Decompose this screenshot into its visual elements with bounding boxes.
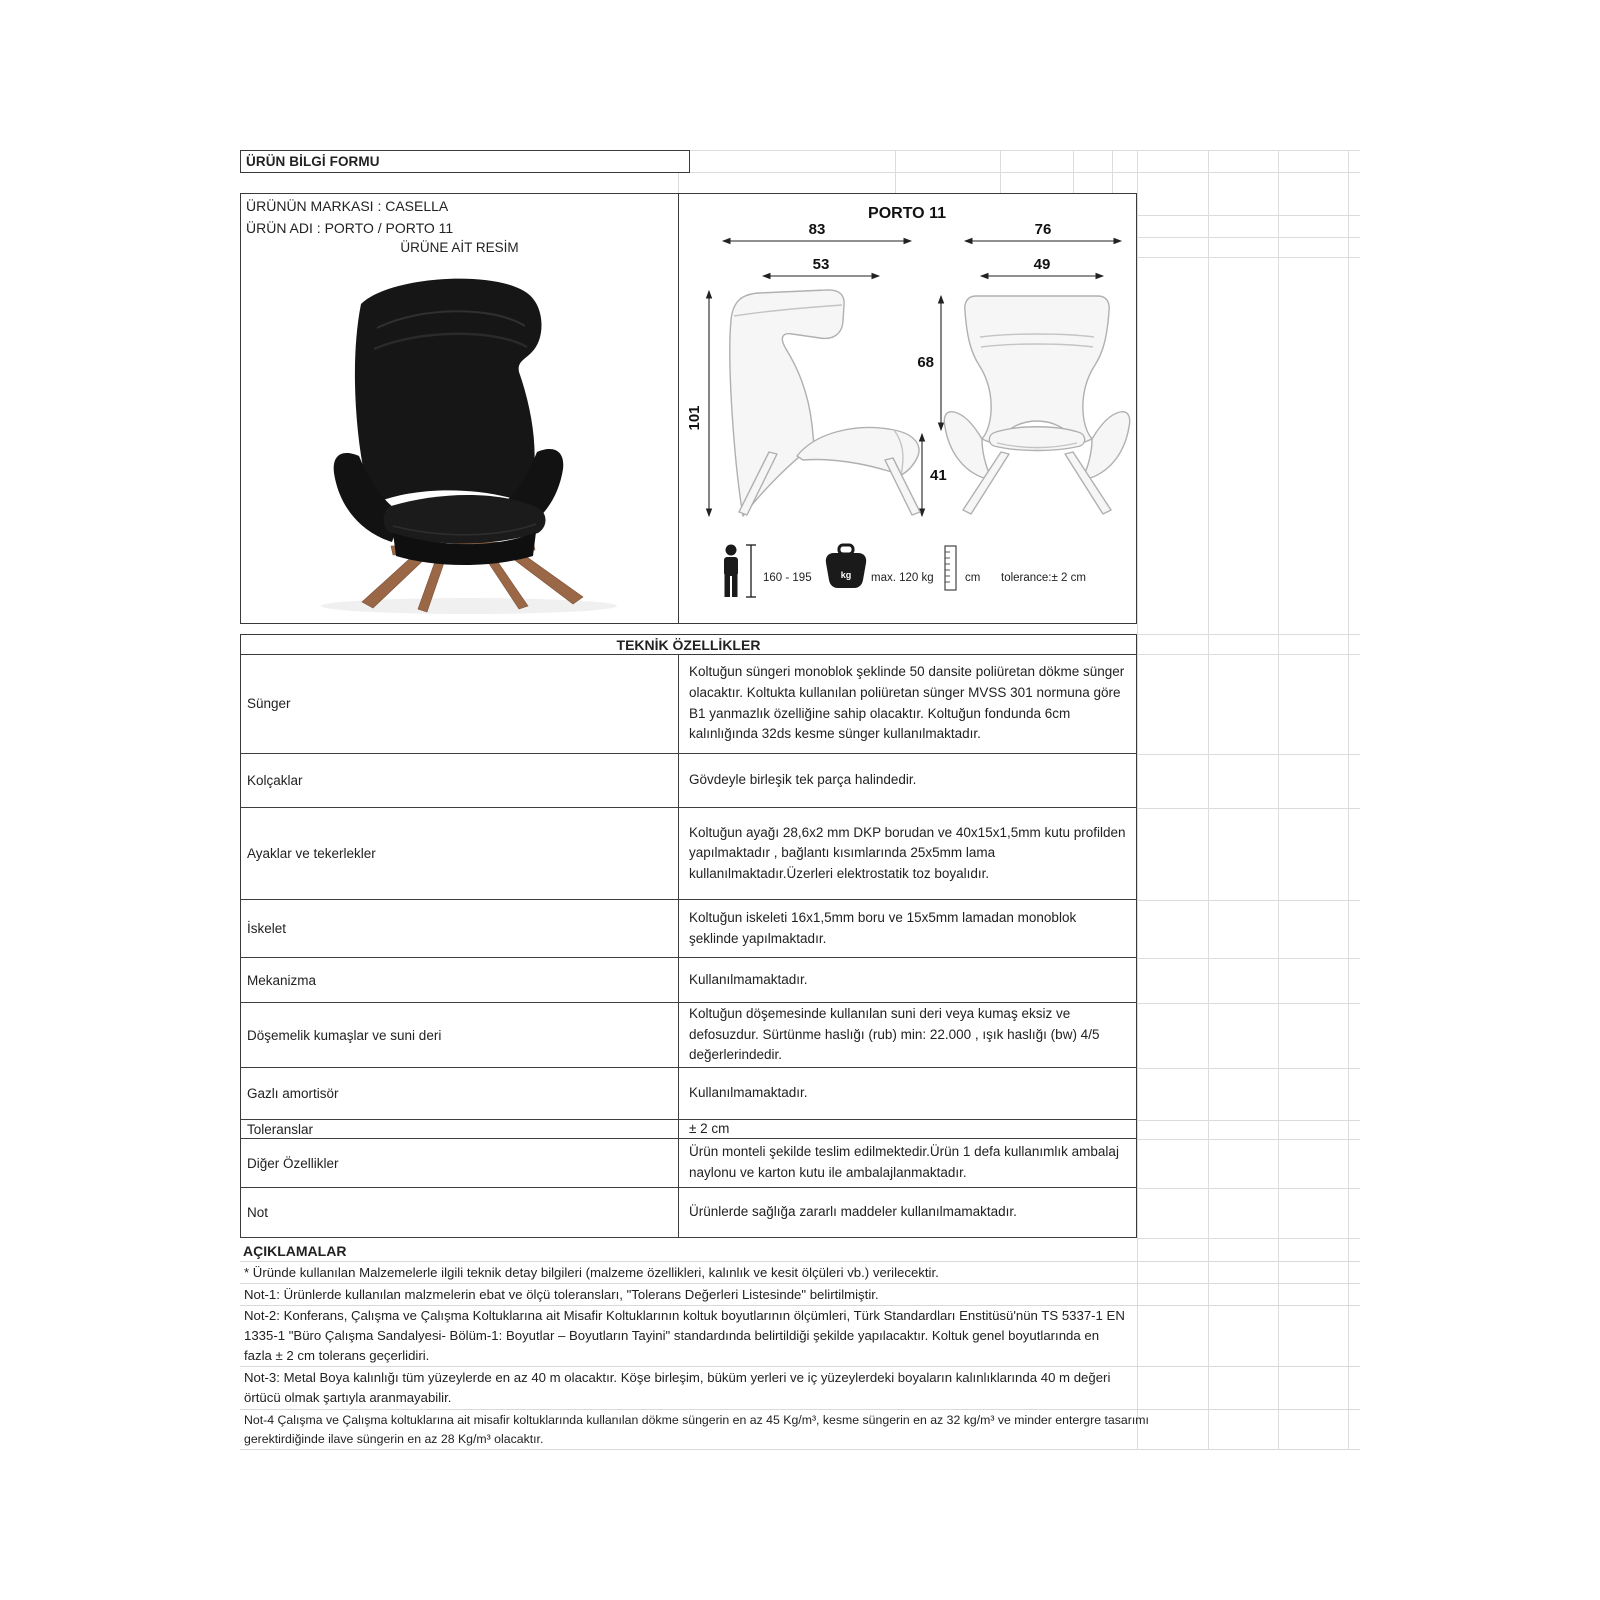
- spec-label: Mekanizma: [241, 958, 679, 1002]
- gridline: [1137, 1188, 1360, 1189]
- spec-value: Kullanılmamaktadır.: [689, 971, 808, 987]
- spec-label: İskelet: [241, 900, 679, 957]
- spec-value: ± 2 cm: [689, 1120, 730, 1136]
- dim-total-height: 101: [686, 405, 703, 431]
- weight-kg-label: kg: [840, 570, 852, 580]
- gridline: [1137, 808, 1360, 809]
- technical-drawing-cell: [678, 193, 1137, 624]
- dim-front-seat-width: 49: [1033, 256, 1051, 273]
- note-item: Not-3: Metal Boya kalınlığı tüm yüzeylerde en az 40 m olacaktır. Köşe birleşim, büküm yerleri ve iç yüzeylerdeki boyaların kalınlıklarında 40 m değeri örtücü olmak şartıyla aranmayabilir.: [244, 1370, 1111, 1405]
- gridline: [1137, 1003, 1360, 1004]
- list-item: [240, 1262, 1360, 1284]
- notes-header: AÇIKLAMALAR: [243, 1242, 347, 1259]
- max-weight-label: max. 120 kg: [871, 572, 934, 584]
- brand-label: ÜRÜNÜN MARKASI : CASELLA: [246, 197, 449, 214]
- spec-value: Koltuğun ayağı 28,6x2 mm DKP borudan ve 40x15x1,5mm kutu profilden yapılmaktadır , bağlantı kısımlarında 25x5mm lama kullanılmaktadır.Üzerleri elektrostatik toz boyalıdır.: [689, 824, 1126, 881]
- technical-drawing: [679, 194, 1136, 623]
- spec-label: Diğer Özellikler: [241, 1139, 679, 1187]
- height-measure-line: [746, 545, 756, 597]
- spec-value: Gövdeyle birleşik tek parça halindedir.: [689, 772, 917, 788]
- note-item: Not-2: Konferans, Çalışma ve Çalışma Koltuklarına ait Misafir Koltuklarının koltuk boyutlarının ölçümleri, Türk Standardları Enstitüsü'nün TS 5337-1 EN 1335-1 "Büro Çalışma Sandalyesi- Bölüm-1: Boyutlar – Boyutların Tayini" standardında belirtildiği şekilde yapılacaktır. Koltuk genel boyutlarında en fazla ± 2 cm tolerans geçerlidiri.: [244, 1308, 1125, 1363]
- gridline: [1137, 237, 1360, 238]
- gridline: [1137, 634, 1360, 635]
- dim-back-height: 68: [917, 354, 934, 371]
- table-row: [241, 1139, 1136, 1188]
- form-title-cell: [240, 150, 690, 173]
- list-item: [240, 1306, 1360, 1367]
- table-row: [241, 754, 1136, 808]
- gridline: [1137, 654, 1360, 655]
- notes-header-row: [240, 1240, 1360, 1262]
- list-item: [240, 1410, 1360, 1450]
- list-item: [240, 1367, 1360, 1410]
- drawing-title: PORTO 11: [868, 205, 946, 222]
- product-name-cell: [240, 217, 679, 239]
- dim-front-outer-width: 76: [1034, 221, 1052, 238]
- gridline: [1137, 1068, 1360, 1069]
- spec-label: Ayaklar ve tekerlekler: [241, 808, 679, 899]
- person-icon: [724, 545, 738, 598]
- spec-value: Koltuğun döşemesinde kullanılan suni deri veya kumaş eksiz ve defosuzdur. Sürtünme haslığı (rub) min: 22.000 , ışık haslığı (bw) 4/5 değerlerindedir.: [689, 1006, 1100, 1063]
- tolerance-label: tolerance:± 2 cm: [1001, 572, 1086, 584]
- table-row: [241, 1068, 1136, 1120]
- table-row: [241, 1003, 1136, 1068]
- gridline: [1137, 1139, 1360, 1140]
- spec-value: Koltuğun iskeleti 16x1,5mm boru ve 15x5mm lamadan monoblok şeklinde yapılmaktadır.: [689, 909, 1077, 946]
- brand-cell: [240, 193, 679, 218]
- note-item: Not-4 Çalışma ve Çalışma koltuklarına ait misafir koltuklarında kullanılan dökme süngerin en az 45 Kg/m³, kesme süngerin en az 32 kg/m³ ve minder entergre tasarımı gerektirdiğinde ilave süngerin en az 28 Kg/m³ olacaktır.: [244, 1412, 1149, 1446]
- dim-side-seat-width: 53: [812, 256, 830, 273]
- spec-label: Sünger: [241, 654, 679, 753]
- gridline: [1137, 958, 1360, 959]
- list-item: [240, 1284, 1360, 1306]
- note-item: * Üründe kullanılan Malzemelerle ilgili teknik detay bilgileri (malzeme özellikleri, kalınlık ve kesit ölçüleri vb.) verilecektir.: [244, 1264, 939, 1280]
- product-photo-cell: [240, 256, 679, 624]
- chair-body: [334, 279, 564, 565]
- product-photo: [241, 256, 678, 622]
- table-row: [241, 958, 1136, 1003]
- person-height-range: 160 - 195: [763, 572, 812, 584]
- image-section-header: [240, 238, 679, 257]
- gridline: [1137, 1120, 1360, 1121]
- dim-seat-height: 41: [930, 467, 947, 484]
- spec-label: Kolçaklar: [241, 754, 679, 807]
- spec-value: Ürün monteli şekilde teslim edilmektedir.Ürün 1 defa kullanımlık ambalaj naylonu ve karton kutu ile ambalajlanmaktadır.: [689, 1144, 1119, 1180]
- table-row: [241, 1188, 1136, 1238]
- weight-icon: [826, 545, 866, 588]
- gridline: [1137, 257, 1360, 258]
- spec-value: Kullanılmamaktadır.: [689, 1085, 808, 1101]
- form-title: ÜRÜN BİLGİ FORMU: [246, 154, 380, 169]
- gridline: [1137, 754, 1360, 755]
- spec-label: Döşemelik kumaşlar ve suni deri: [241, 1003, 679, 1067]
- spec-label: Gazlı amortisör: [241, 1068, 679, 1119]
- gridline: [1137, 215, 1360, 216]
- table-row: [241, 808, 1136, 900]
- product-name-label: ÜRÜN ADI : PORTO / PORTO 11: [246, 219, 454, 236]
- spec-label: Toleranslar: [241, 1120, 679, 1138]
- spec-label: Not: [241, 1188, 679, 1237]
- image-header-label: ÜRÜNE AİT RESİM: [400, 239, 519, 255]
- gridline: [678, 172, 679, 193]
- front-view-drawing: [944, 296, 1129, 514]
- spec-value: Ürünlerde sağlığa zararlı maddeler kullanılmamaktadır.: [689, 1204, 1017, 1220]
- ruler-icon: [945, 546, 956, 590]
- specs-header: [240, 634, 1137, 655]
- spec-value: Koltuğun süngeri monoblok şeklinde 50 dansite poliüretan dökme sünger olacaktır. Koltukta kullanılan poliüretan sünger MVSS 301 normuna göre B1 yanmazlık özelliğine sahip olacaktır. Koltuğun fondunda 6cm kalınlığında 32ds kesme sünger kullanılmaktadır.: [689, 664, 1125, 742]
- table-row: [241, 654, 1136, 754]
- unit-label: cm: [965, 572, 981, 584]
- specs-table: [240, 654, 1137, 1238]
- table-row: [241, 900, 1136, 958]
- dim-side-outer-width: 83: [808, 221, 826, 238]
- gridline: [1137, 900, 1360, 901]
- specs-header-label: TEKNİK ÖZELLİKLER: [616, 636, 761, 653]
- table-row: [241, 1120, 1136, 1139]
- gridline: [1137, 1238, 1360, 1239]
- side-view-drawing: [730, 290, 920, 516]
- note-item: Not-1: Ürünlerde kullanılan malzmelerin ebat ve ölçü toleransları, "Tolerans Değerleri Listesinde" belirtilmiştir.: [244, 1286, 879, 1302]
- legend-row: [724, 545, 1086, 598]
